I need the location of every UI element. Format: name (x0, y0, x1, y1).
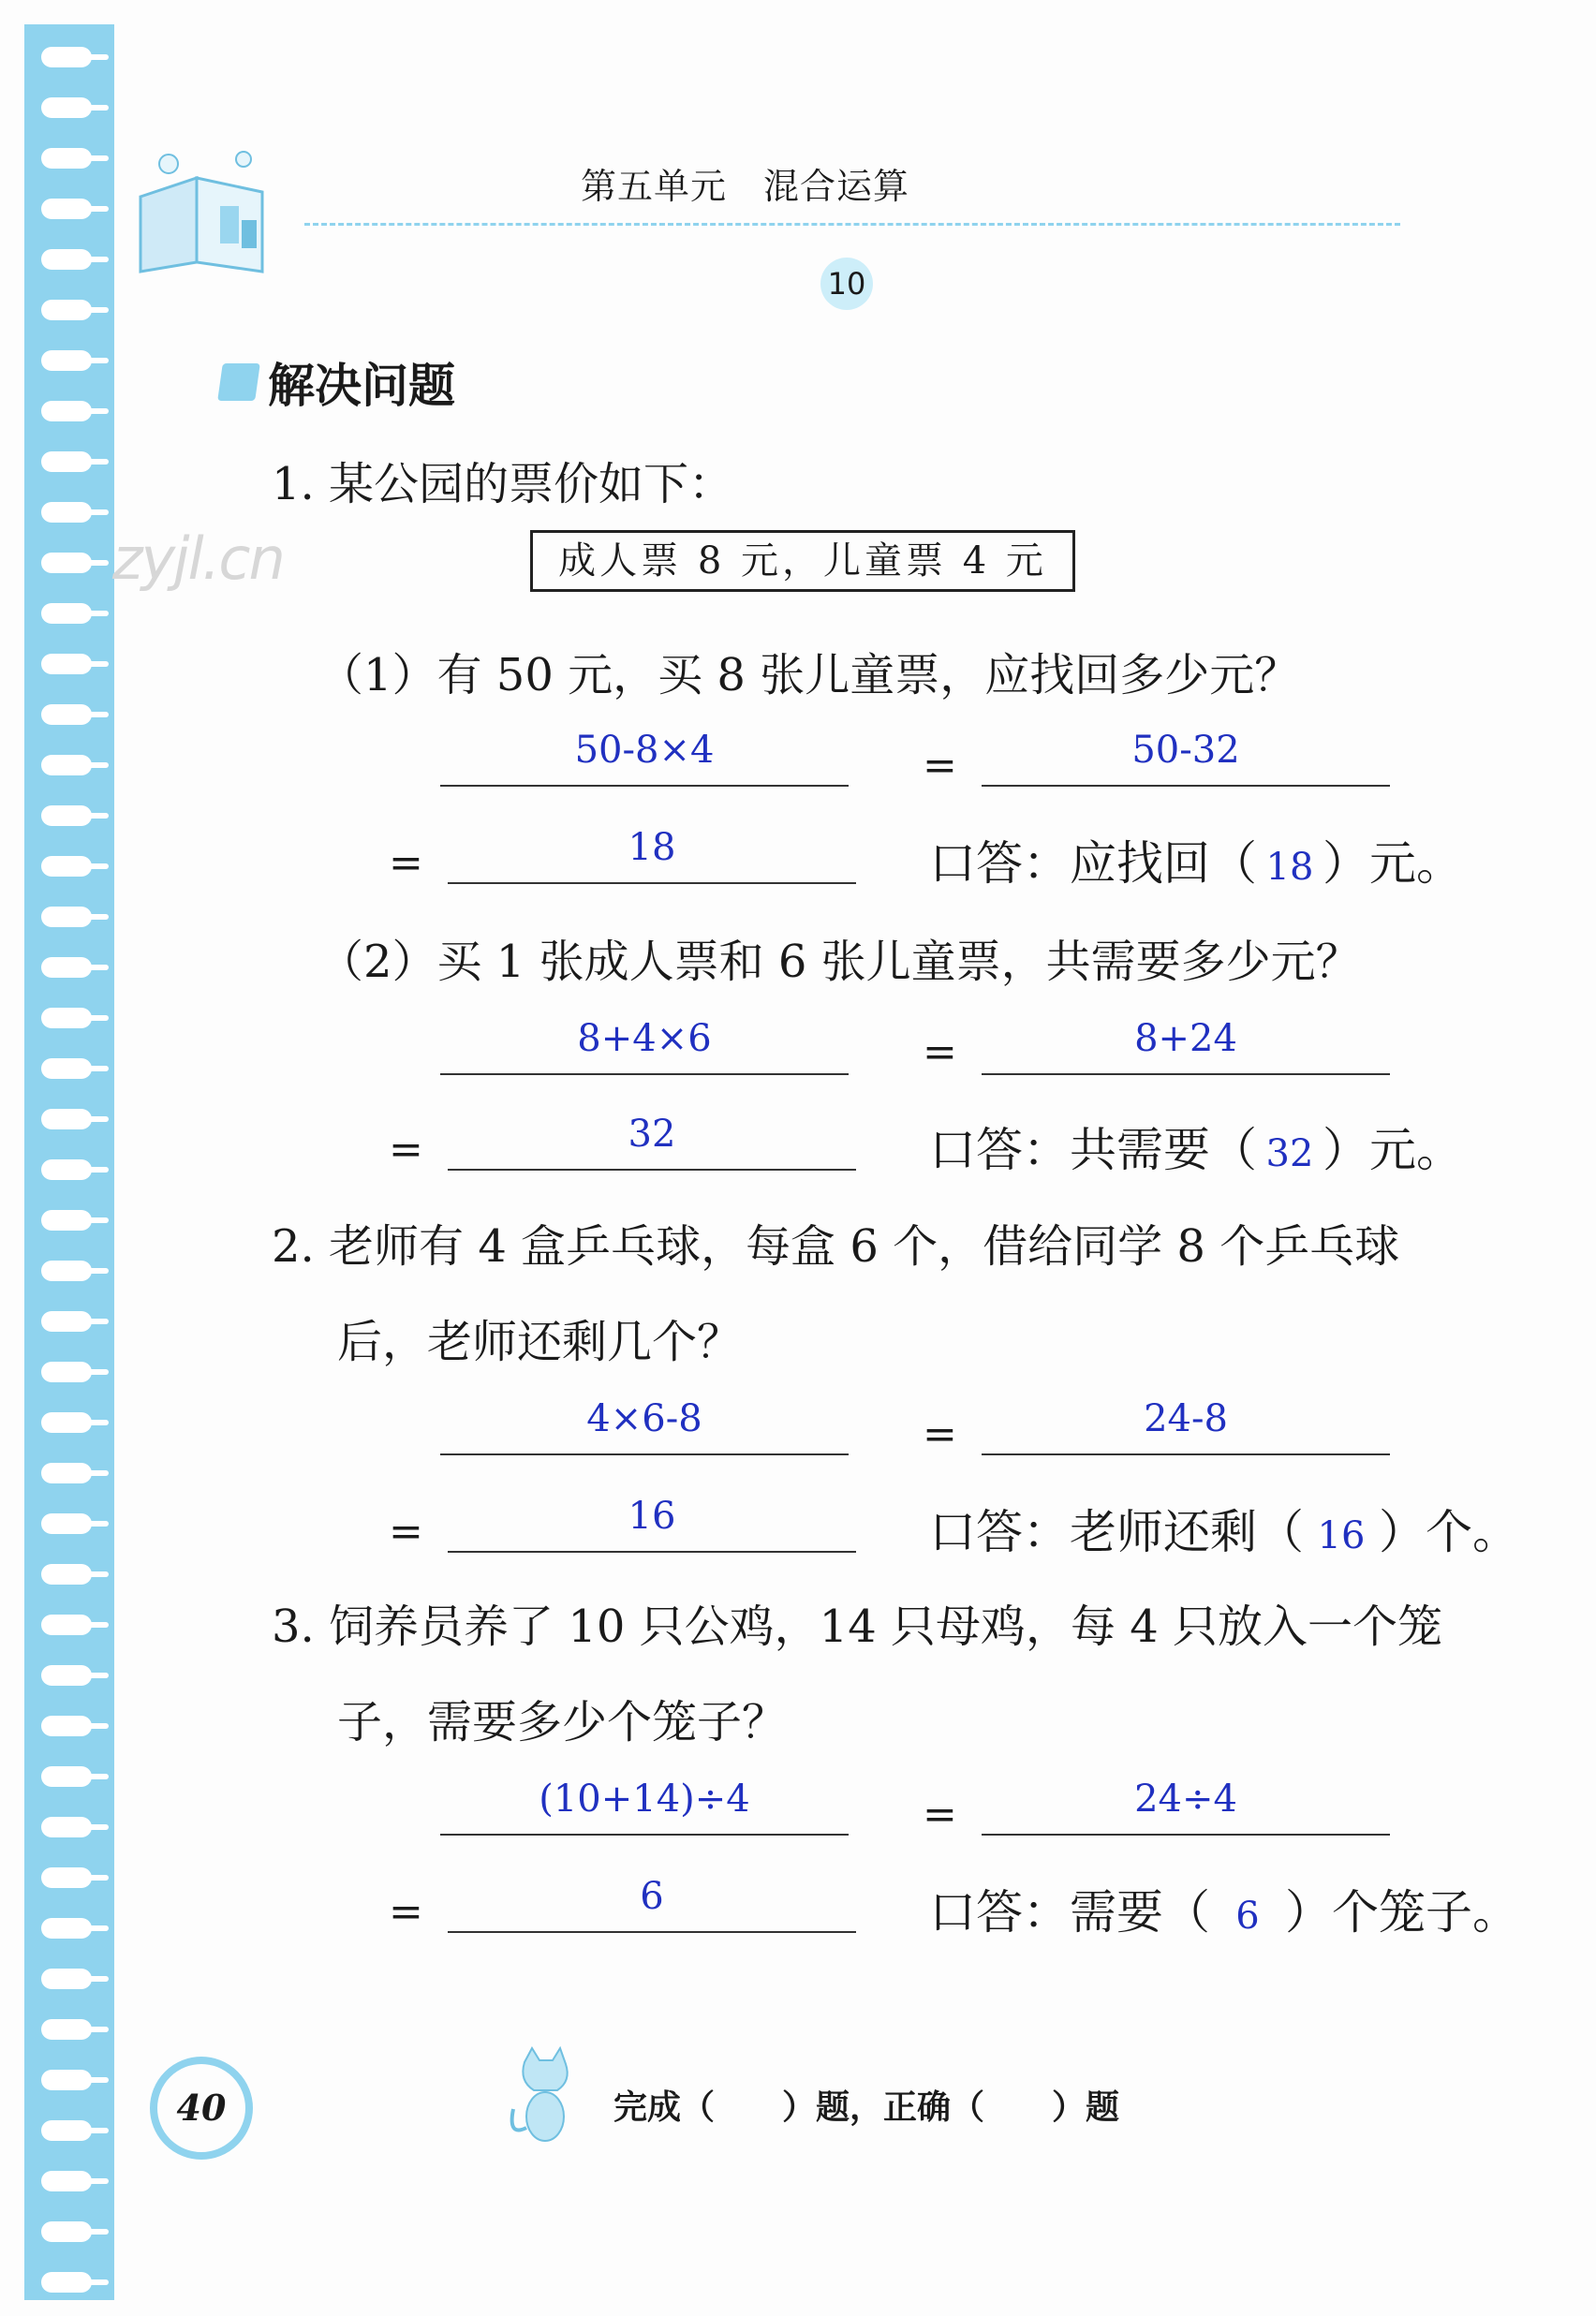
section-title: 解决问题 (268, 359, 455, 413)
header-divider (304, 223, 1400, 226)
binding-ring (41, 2221, 92, 2242)
equals-sign: = (389, 1888, 423, 1936)
binding-ring (41, 47, 92, 67)
binding-ring (41, 907, 92, 927)
q1p1-step3-line (448, 882, 856, 884)
answer-suffix: ）元。 (1323, 836, 1463, 891)
q1-stem: 1. 某公园的票价如下： (272, 458, 734, 510)
answer-prefix: 口答：共需要（ (929, 1123, 1257, 1177)
binding-ring (41, 1159, 92, 1180)
q1p2-step2-line (982, 1073, 1390, 1075)
binding-ring (41, 249, 92, 270)
binding-ring (41, 1058, 92, 1079)
q1p1-step2: 50-32 (1131, 729, 1240, 772)
answer-value: 16 (1317, 1514, 1366, 1557)
binding-ring (41, 1969, 92, 1989)
answer-value: 18 (1265, 846, 1314, 889)
binding-ring (41, 1362, 92, 1382)
binding-ring (41, 704, 92, 725)
unit-title: 第五单元 混合运算 (581, 166, 910, 207)
binding-ring (41, 603, 92, 624)
q1-part2-text: （2）买 1 张成人票和 6 张儿童票，共需要多少元？ (318, 936, 1361, 988)
answer-suffix: ）元。 (1323, 1123, 1463, 1177)
answer-suffix: ）个笼子。 (1285, 1885, 1519, 1940)
q2-step1-line (440, 1453, 849, 1455)
q1p1-step3: 18 (628, 826, 676, 869)
answer-suffix: ）个。 (1379, 1505, 1519, 1559)
watermark: zyjl.cn (112, 524, 284, 593)
binding-ring (41, 1109, 92, 1129)
binding-ring (41, 2070, 92, 2090)
page-number: 40 (150, 2057, 253, 2160)
equals-sign: = (389, 1126, 423, 1173)
q3-line1: 3. 饲养员养了 10 只公鸡，14 只母鸡，每 4 只放入一个笼 (272, 1601, 1443, 1653)
section-marker-icon (217, 363, 260, 401)
binding-ring (41, 1463, 92, 1483)
binding-ring (41, 1918, 92, 1939)
binding-ring (41, 2120, 92, 2141)
binding-ring (41, 2171, 92, 2191)
q3-step2-line (982, 1834, 1390, 1836)
q3-step3: 6 (640, 1875, 664, 1918)
binding-ring (41, 553, 92, 573)
binding-ring (41, 199, 92, 219)
answer-prefix: 口答：需要（ (929, 1885, 1210, 1940)
binding-ring (41, 1564, 92, 1585)
binding-ring (41, 300, 92, 320)
q1p1-step1: 50-8×4 (574, 729, 715, 772)
q3-step1-line (440, 1834, 849, 1836)
answer-prefix: 口答：应找回（ (929, 836, 1257, 891)
q3-line2: 子，需要多少个笼子？ (337, 1696, 788, 1748)
q2-line2: 后，老师还剩几个？ (337, 1316, 743, 1368)
binding-ring (41, 755, 92, 775)
q3-step2: 24÷4 (1134, 1778, 1237, 1821)
binding-ring (41, 502, 92, 523)
equals-sign: = (389, 839, 423, 887)
binding-ring (41, 1311, 92, 1332)
q1p2-step1: 8+4×6 (577, 1017, 712, 1060)
binding-ring (41, 1716, 92, 1736)
q3-step1: (10+14)÷4 (539, 1778, 750, 1821)
binding-ring (41, 401, 92, 421)
q1p2-answer (929, 1113, 1463, 1180)
q1p2-step3-line (448, 1169, 856, 1171)
q3-answer (929, 1875, 1519, 1942)
q1p2-step2: 8+24 (1134, 1017, 1237, 1060)
lesson-number-badge: 10 (820, 258, 873, 310)
binding-ring (41, 654, 92, 674)
q2-line1: 2. 老师有 4 盒乒乓球，每盒 6 个，借给同学 8 个乒乓球 (272, 1220, 1400, 1273)
binding-ring (41, 1412, 92, 1433)
q2-step3: 16 (628, 1495, 676, 1538)
footer-progress: 完成（ ）题，正确（ ）题 (613, 2088, 1120, 2127)
binding-ring (41, 97, 92, 118)
q2-step2-line (982, 1453, 1390, 1455)
q3-step3-line (448, 1931, 856, 1933)
q2-answer (929, 1495, 1519, 1562)
binding-ring (41, 1817, 92, 1837)
binding-ring (41, 1513, 92, 1534)
q1p2-step1-line (440, 1073, 849, 1075)
ticket-price-box: 成人票 8 元，儿童票 4 元 (530, 530, 1075, 592)
binding-ring (41, 1615, 92, 1635)
binding-ring (41, 350, 92, 371)
equals-sign: = (923, 1028, 957, 1076)
binding-ring (41, 451, 92, 472)
binding-ring (41, 1766, 92, 1787)
equals-sign: = (923, 1791, 957, 1838)
binding-ring (41, 1210, 92, 1231)
book-logo-icon (131, 140, 281, 281)
q1-part1-text: （1）有 50 元，买 8 张儿童票，应找回多少元？ (318, 649, 1300, 701)
equals-sign: = (389, 1508, 423, 1556)
binding-ring (41, 957, 92, 978)
binding-ring (41, 148, 92, 169)
binding-ring (41, 1665, 92, 1686)
q2-step3-line (448, 1551, 856, 1553)
q1p1-step1-line (440, 785, 849, 787)
cat-icon (506, 2043, 586, 2146)
q2-step2: 24-8 (1144, 1397, 1228, 1440)
answer-value: 6 (1235, 1895, 1260, 1938)
equals-sign: = (923, 742, 957, 789)
binding-ring (41, 805, 92, 826)
binding-ring (41, 1261, 92, 1281)
answer-value: 32 (1265, 1132, 1314, 1175)
binding-ring (41, 1008, 92, 1028)
binding-ring (41, 2019, 92, 2040)
binding-ring (41, 1867, 92, 1888)
q1p1-step2-line (982, 785, 1390, 787)
equals-sign: = (923, 1410, 957, 1458)
q1p1-answer (929, 826, 1463, 893)
binding-ring (41, 2272, 92, 2293)
q2-step1: 4×6-8 (586, 1397, 702, 1440)
binding-ring (41, 856, 92, 877)
answer-prefix: 口答：老师还剩（ (929, 1505, 1304, 1559)
q1p2-step3: 32 (628, 1113, 676, 1156)
